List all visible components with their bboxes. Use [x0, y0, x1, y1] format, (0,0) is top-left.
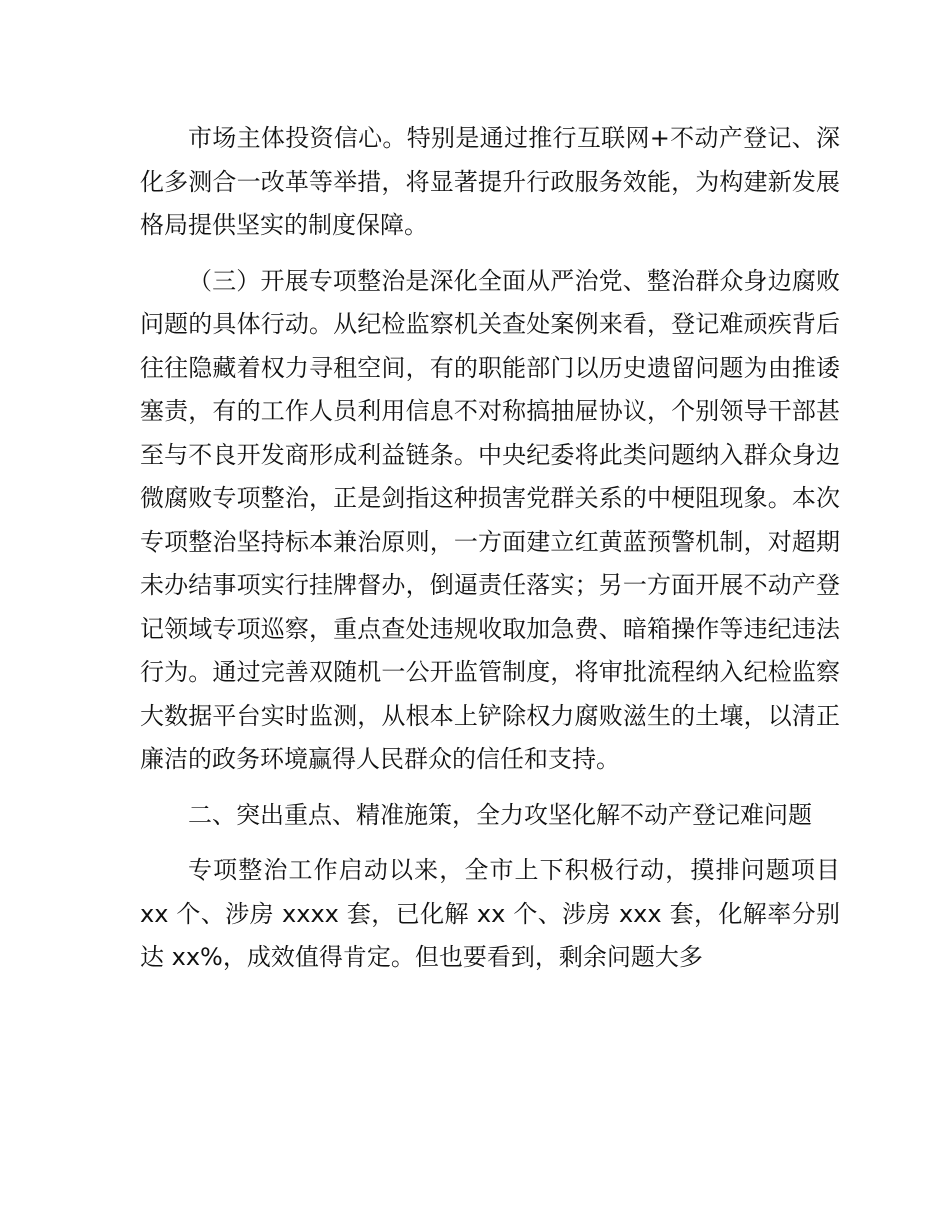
- section-heading-two: 二、突出重点、精准施策，全力攻坚化解不动产登记难问题: [188, 800, 812, 829]
- paragraph-progress: 专项整治工作启动以来，全市上下积极行动，摸排问题项目 xx 个、涉房 xxxx 套，已化解 xx 个、涉房 xxx 套，化解率分别达 xx%，成效值得肯定。但也要看到，剩余问题大多: [140, 856, 840, 971]
- document-body: [140, 117, 840, 980]
- paragraph-section-three: （三）开展专项整治是深化全面从严治党、整治群众身边腐败问题的具体行动。从纪检监察机关查处案例来看，登记难顽疾背后往往隐藏着权力寻租空间，有的职能部门以历史遗留问题为由推诿塞责，有的工作人员利用信息不对称搞抽屉协议，个别领导干部甚至与不良开发商形成利益链条。中央纪委将此类问题纳入群众身边微腐败专项整治，正是剑指这种损害党群关系的中梗阻现象。本次专项整治坚持标本兼治原则，一方面建立红黄蓝预警机制，对超期未办结事项实行挂牌督办，倒逼责任落实；另一方面开展不动产登记领域专项巡察，重点查处违规收取加急费、暗箱操作等违纪违法行为。通过完善双随机一公开监管制度，将审批流程纳入纪检监察大数据平台实时监测，从根本上铲除权力腐败滋生的土壤，以清正廉洁的政务环境赢得人民群众的信任和支持。: [140, 266, 840, 773]
- paragraph-intro-continuation: 市场主体投资信心。特别是通过推行互联网+不动产登记、深化多测合一改革等举措，将显著提升行政服务效能，为构建新发展格局提供坚实的制度保障。: [140, 124, 840, 239]
